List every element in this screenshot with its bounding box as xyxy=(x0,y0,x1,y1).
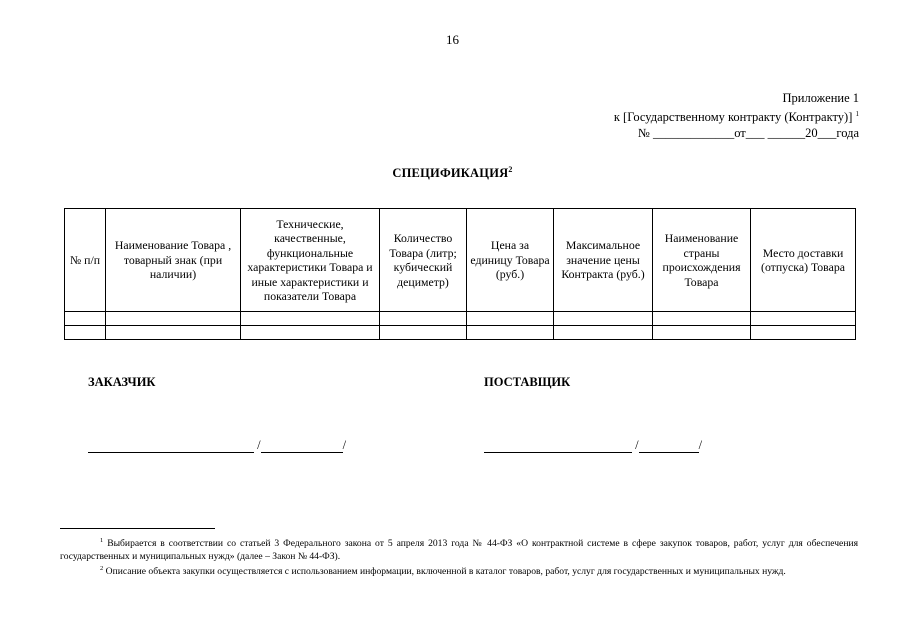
slash: / xyxy=(698,438,703,452)
table-cell xyxy=(653,326,751,340)
specification-title-text: СПЕЦИФИКАЦИЯ xyxy=(392,166,509,181)
header-max-price: Максимальное значение цены Контракта (руб.) xyxy=(554,209,653,312)
footnote-1 xyxy=(60,535,858,563)
header-delivery-place: Место доставки (отпуска) Товара xyxy=(751,209,856,312)
appendix-contract-text: к [Государственному контракту (Контракту)] xyxy=(613,110,853,125)
specification-table xyxy=(64,208,856,340)
appendix-header xyxy=(614,90,859,141)
header-unit-price: Цена за единицу Товара (руб.) xyxy=(467,209,554,312)
footnote-separator xyxy=(60,528,215,529)
footnote-1-ref: 1 xyxy=(100,537,104,544)
name-blank xyxy=(261,438,343,453)
appendix-number-date: № _____________от___ ______20___года xyxy=(637,126,859,141)
customer-label: ЗАКАЗЧИК xyxy=(88,375,156,389)
table-cell xyxy=(65,326,106,340)
footnotes xyxy=(60,535,858,579)
table-cell xyxy=(751,326,856,340)
table-cell xyxy=(554,312,653,326)
footnote-1-text: Выбирается в соответствии со статьей 3 Федерального закона от 5 апреля 2013 года № 44-ФЗ «О контрактной системе в сфере закупок товаров, работ, услуг для обеспечения государственных и муниципальных нужд» (далее – Закон № 44-ФЗ). xyxy=(60,538,858,562)
table-cell xyxy=(467,312,554,326)
table-cell xyxy=(380,326,467,340)
table-cell xyxy=(106,312,241,326)
footnote-2-ref: 2 xyxy=(100,565,104,573)
table-cell xyxy=(653,312,751,326)
supplier-signature-line xyxy=(484,438,702,454)
table-row xyxy=(65,326,856,340)
slash: / xyxy=(257,438,261,452)
header-origin-country: Наименование страны происхождения Товара xyxy=(653,209,751,312)
signature-blank xyxy=(484,438,632,453)
table-cell xyxy=(65,312,106,326)
slash: / xyxy=(635,438,639,452)
table-cell xyxy=(241,326,380,340)
page-number: 16 xyxy=(446,32,459,47)
table-row xyxy=(65,312,856,326)
header-characteristics: Технические, качественные, функциональные характеристики Товара и иные характеристики и показатели Товара xyxy=(241,209,380,312)
header-product-name: Наименование Товара , товарный знак (при наличии) xyxy=(106,209,241,312)
footnote-ref-2: 2 xyxy=(508,165,513,174)
header-number: № п/п xyxy=(65,209,106,312)
slash: / xyxy=(342,438,347,452)
name-blank xyxy=(639,438,699,453)
header-quantity: Количество Товара (литр; кубический дециметр) xyxy=(380,209,467,312)
specification-title xyxy=(0,165,905,181)
footnote-2-text: Описание объекта закупки осуществляется с использованием информации, включенной в каталог товаров, работ, услуг для государственных и муниципальных нужд. xyxy=(105,566,786,578)
supplier-label: ПОСТАВЩИК xyxy=(484,375,571,389)
footnote-ref-1: 1 xyxy=(855,110,859,118)
table-cell xyxy=(554,326,653,340)
footnote-2 xyxy=(60,563,858,579)
customer-signature-line xyxy=(88,438,346,454)
appendix-title: Приложение 1 xyxy=(782,91,859,105)
table-cell xyxy=(380,312,467,326)
table-cell xyxy=(467,326,554,340)
appendix-contract-ref xyxy=(614,106,859,125)
table-header-row xyxy=(65,209,856,312)
table-cell xyxy=(751,312,856,326)
table-cell xyxy=(106,326,241,340)
table-cell xyxy=(241,312,380,326)
signature-blank xyxy=(88,438,254,453)
